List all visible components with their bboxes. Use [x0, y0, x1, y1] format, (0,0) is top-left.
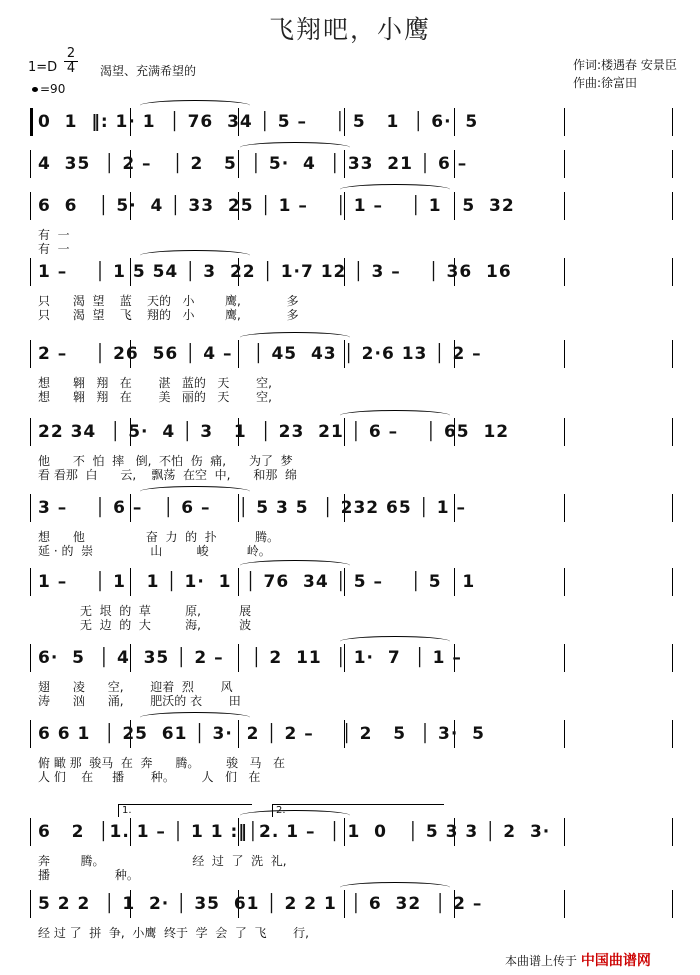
lyric-verse-1: 想 翱 翔 在 湛 蓝的 天 空, — [38, 376, 272, 390]
lyric-verse-2: 延 · 的 崇 山 峻 岭。 — [38, 544, 271, 558]
bar-line — [672, 340, 673, 368]
bar-line — [30, 720, 31, 748]
notation-line: 22 34 │ 5· 4 │ 3 1 │ 23 21 │ 6 – │ 65 12 — [38, 422, 510, 442]
time-bottom: 4 — [66, 61, 76, 76]
volta-1: 1. — [118, 804, 252, 817]
bar-line — [672, 644, 673, 672]
bar-line — [30, 644, 31, 672]
time-signature — [64, 47, 78, 76]
slur-mark — [240, 142, 350, 153]
bar-line — [30, 108, 33, 136]
bar-line — [564, 720, 565, 748]
lyric-verse-2: 无 边 的 大 海, 波 — [38, 618, 252, 632]
lyric-verse-1: 想 他 奋 力 的 扑 腾。 — [38, 530, 279, 544]
bar-line — [30, 568, 31, 596]
lyric-verse-2: 播 种。 — [38, 868, 139, 882]
lyric-verse-1: 翅 凌 空, 迎着 烈 风 — [38, 680, 233, 694]
tempo-marking — [32, 82, 65, 96]
time-top: 2 — [64, 47, 78, 62]
lyricist: 作词:楼遇春 安景臣 — [573, 58, 677, 72]
bar-line — [30, 418, 31, 446]
bar-line — [564, 818, 565, 846]
bar-line — [672, 108, 673, 136]
song-title: 飞翔吧，小鹰 — [268, 15, 431, 44]
notation-line: 4 35 │ 2 – │ 2 5 │ 5· 4 │ 33 21 │ 6 – — [38, 154, 468, 174]
bar-line — [564, 258, 565, 286]
bar-line — [672, 890, 673, 918]
bar-line — [30, 192, 31, 220]
notation-line: 6 6 │ 5· 4 │ 33 25 │ 1 – │ 1 – │ 1 5 32 — [38, 196, 515, 216]
lyric-verse-2: 人 们 在 播 种。 人 们 在 — [38, 770, 261, 784]
bar-line — [672, 568, 673, 596]
footer-text: 本曲谱上传于 — [505, 954, 578, 968]
notation-line: 0 1 ‖: 1· 1 │ 76 34 │ 5 – │ 5 1 │ 6· 5 — [38, 112, 479, 132]
notation-line: 6 2 │1. 1 – │ 1 1 :‖│2. 1 – │ 1 0 │ 5 3 3 │ 2 3· — [38, 822, 551, 842]
lyric-verse-2: 看 看那 白 云, 飘荡 在空 中, 和那 绵 — [38, 468, 297, 482]
lyric-verse-1: 奔 腾。 经 过 了 洗 礼, — [38, 854, 287, 868]
slur-mark — [140, 486, 250, 497]
bar-line — [564, 418, 565, 446]
notation-line: 6· 5 │ 4 35 │ 2 – │ 2 11 │ 1· 7 │ 1 – — [38, 648, 462, 668]
lyric-verse-1: 他 不 怕 摔 倒, 不怕 伤 痛, 为了 梦 — [38, 454, 293, 468]
bar-line — [564, 494, 565, 522]
bar-line — [672, 494, 673, 522]
lyric-verse-1: 只 渴 望 蓝 天的 小 鹰, 多 — [38, 294, 299, 308]
bar-line — [672, 258, 673, 286]
bar-line — [30, 150, 31, 178]
bar-line — [672, 192, 673, 220]
slur-mark — [340, 636, 450, 647]
bar-line — [564, 340, 565, 368]
slur-mark — [140, 100, 250, 111]
notation-line: 6 6 1 │ 25 61 │ 3· 2 │ 2 – │ 2 5 │ 3· 5 — [38, 724, 485, 744]
bar-line — [564, 890, 565, 918]
lyric-verse-2: 只 渴 望 飞 翔的 小 鹰, 多 — [38, 308, 299, 322]
bar-line — [564, 644, 565, 672]
footer — [505, 950, 651, 970]
bar-line — [30, 494, 31, 522]
bar-line — [564, 150, 565, 178]
notation-line: 5 2 2 │ 1 2· │ 35 61 │ 2 2 1 │ 6 32 │ 2 – — [38, 894, 483, 914]
volta-2: 2. — [272, 804, 444, 817]
bar-line — [30, 890, 31, 918]
bar-line — [30, 340, 31, 368]
slur-mark — [340, 882, 450, 893]
lyric-verse-2: 涛 汹 涌, 肥沃的 衣 田 — [38, 694, 241, 708]
bar-line — [30, 258, 31, 286]
bar-line — [672, 720, 673, 748]
bar-line — [564, 108, 565, 136]
lyric-verse-1: 经 过 了 拼 争, 小鹰 终于 学 会 了 飞 行, — [38, 926, 309, 940]
notation-line: 3 – │ 6 – │ 6 – │ 5 3 5 │ 232 65 │ 1 – — [38, 498, 466, 518]
footer-brand: 中国曲谱网 — [580, 953, 651, 969]
lyric-verse-2: 有 一 — [38, 242, 70, 256]
composer: 作曲:徐富田 — [573, 76, 638, 90]
bar-line — [30, 818, 31, 846]
bar-line — [672, 818, 673, 846]
notation-line: 1 – │ 1 1 │ 1· 1 │ 76 34 │ 5 – │ 5 1 — [38, 572, 476, 592]
lyric-verse-2: 想 翱 翔 在 美 丽的 天 空, — [38, 390, 272, 404]
lyric-verse-1: 有 一 — [38, 228, 70, 242]
slur-mark — [140, 712, 250, 723]
tempo-value: =90 — [40, 82, 66, 96]
bar-line — [672, 418, 673, 446]
slur-mark — [140, 250, 250, 261]
bar-line — [564, 192, 565, 220]
slur-mark — [240, 560, 350, 571]
mood-marking: 渴望、充满希望的 — [100, 64, 197, 78]
slur-mark — [340, 410, 450, 421]
notation-line: 2 – │ 26 56 │ 4 – │ 45 43 │ 2·6 13 │ 2 – — [38, 344, 482, 364]
notation-line: 1 – │ 1 5 54 │ 3 22 │ 1·7 12 │ 3 – │ 36 16 — [38, 262, 512, 282]
credits — [573, 56, 677, 92]
bar-line — [672, 150, 673, 178]
slur-mark — [340, 184, 450, 195]
key-signature: 1=D — [28, 60, 58, 75]
lyric-verse-1: 俯 瞰 那 骏马 在 奔 腾。 骏 马 在 — [38, 756, 285, 770]
quarter-note-icon — [32, 87, 38, 92]
slur-mark — [240, 332, 350, 343]
lyric-verse-1: 无 垠 的 草 原, 展 — [38, 604, 252, 618]
bar-line — [564, 568, 565, 596]
